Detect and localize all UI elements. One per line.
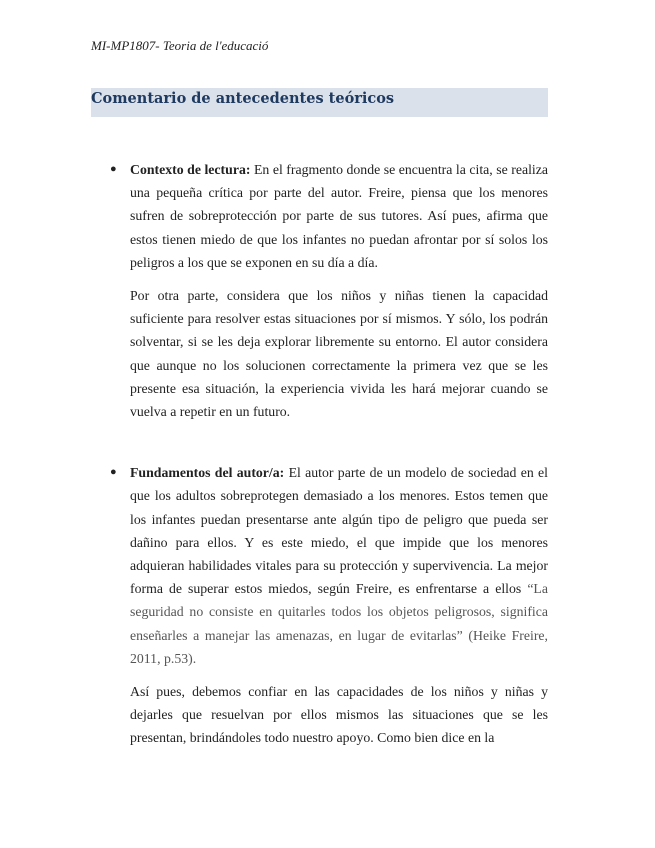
item-text: En el fragmento donde se encuentra la cita, se realiza una pequeña crítica por parte del autor. Freire, piensa que los menores sufren de sobreprotección por parte de sus tutores. Así pues, afirma que estos tienen miedo de que los infantes no puedan afrontar por sí solos los peligros a los que se exponen en su día a día. [130,162,549,270]
section-title: Comentario de antecedentes teóricos [91,90,395,107]
paragraph [130,158,548,274]
bullet-item-foundations [110,461,548,749]
paragraph: Por otra parte, considera que los niños y niñas tienen la capacidad suficiente para resolver estas situaciones por sí mismos. Y sólo, los podrán solventar, si se les deja explorar libremente su entorno. El autor considera que aunque no los solucionen correctamente la primera vez que se les presente esa situación, la experiencia vivida les hará mejorar cuando se vuelva a repetir en un futuro. [130,288,548,420]
item-lead: Contexto de lectura: [130,162,251,177]
bullet-icon: ● [110,163,117,175]
paragraph: Así pues, debemos confiar en las capacidades de los niños y niñas y dejarles que resuelvan por ellos mismos las situaciones que se les presentan, brindándoles todo nuestro apoyo. Como bien dice en la [130,684,548,746]
item-text: El autor parte de un modelo de sociedad en el que los adultos sobreprotegen demasiado a los menores. Estos temen que los infantes puedan presentarse ante algún tipo de peligro que pueda ser dañino para ellos. Y es este miedo, el que impide que los menores adquieran habilidades vitales para su protección y supervivencia. La mejor forma de superar estos miedos, según Freire, es enfrentarse a ellos [130,465,548,597]
section-heading-bar [91,88,548,117]
bullet-icon: ● [110,466,117,479]
paragraph [130,461,548,670]
item-quote: “La seguridad no consiste en quitarles todos los objetos peligrosos, significa enseñarles a manejar las amenazas, en lugar de evitarlas” (Heike Freire, 2011, p.53). [130,581,548,666]
document-body [110,158,549,750]
bullet-item-context [110,158,549,423]
page-header: MI-MP1807- Teoria de l'educació [91,38,269,53]
item-lead: Fundamentos del autor/a: [130,465,285,481]
